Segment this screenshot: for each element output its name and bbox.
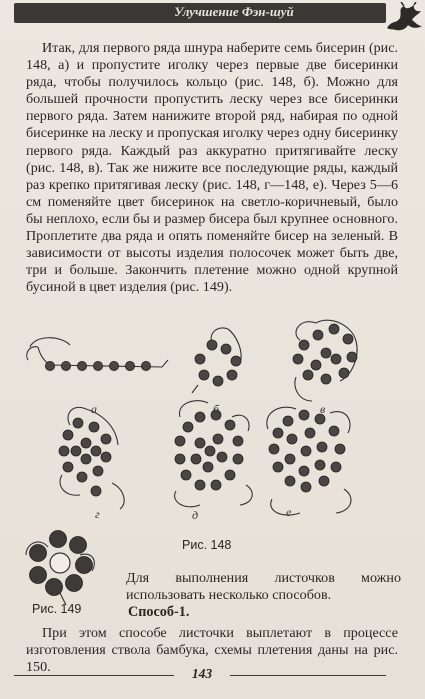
figure-149-caption: Рис. 149 (32, 602, 82, 616)
label-b: б (213, 402, 220, 416)
figure-148-caption: Рис. 148 (182, 538, 232, 552)
center-bead (50, 553, 70, 573)
page-footer (14, 666, 386, 684)
body-paragraph-1: Итак, для первого ряда шнура наберите семь бисерин (рис. 148, а) и пропустите иголку через первые две бисеринки ряда, чтобы получилось кольцо (рис. 148, б). Можно для большей прочности пропустить леску через все бисеринки первого ряда. Затем нанижите второй ряд, набирая по одной бисеринке на леску и пропуская иголку через одну бисеринку первого ряда. Каждый раз аккуратно притягивайте леску (рис. 148, в). Так же нижите все последующие ряды, каждый раз крепко притягивая леску (рис. 148, г—148, е). Через 5—6 см поменяйте цвет бисеринок на светло-коричневый, было бы неплохо, если бы и размер бисера был крупнее основного. Проплетите два ряда и опять поменяйте бисер на зеленый. В зависимости от высоты изделия полосочек может быть две, три и больше. Закончить плетение можно одной крупной бусиной в цвет изделия (рис. 149). (26, 40, 398, 296)
label-v: в (320, 402, 326, 416)
side-text: Для выполнения листочков можно использовать несколько способов. (126, 570, 401, 603)
body-paragraph-2: При этом способе листочки выплетают в процессе изготовления ствола бамбука, схемы плетения даны на рис. 150. (26, 625, 398, 676)
footer-rule-right (230, 675, 386, 676)
header-title: Улучшение Фэн-шуй (174, 4, 294, 19)
label-g: г (95, 507, 100, 521)
running-header (14, 3, 386, 23)
page-number: 143 (191, 666, 213, 681)
dragon-icon (384, 2, 424, 34)
label-a: а (91, 402, 97, 416)
footer-rule-left (14, 675, 174, 676)
label-d: д (192, 508, 199, 522)
method-heading: Способ-1. (128, 604, 190, 620)
label-e: е (286, 505, 292, 519)
